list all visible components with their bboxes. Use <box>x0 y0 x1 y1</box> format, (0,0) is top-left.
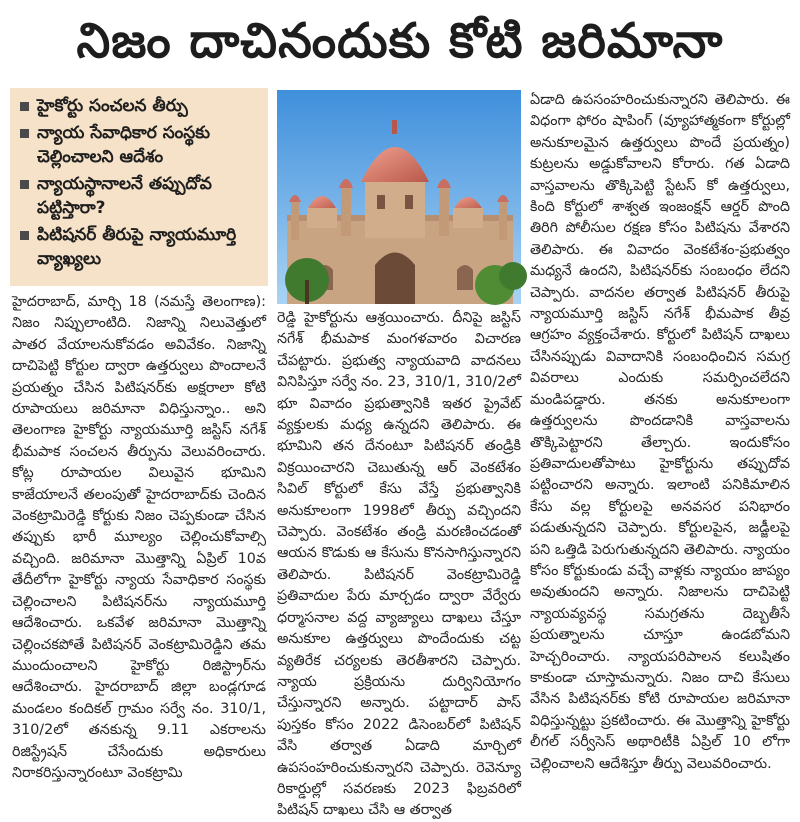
square-bullet-icon <box>20 129 29 138</box>
article-paragraph: హైదరాబాద్, మార్చి 18 (నమస్తే తెలంగాణ): నిజం నిప్పులాంటిది. నిజాన్ని నిలువెత్తులో పాతర వేయాలనుకోవడం అవివేకం. నిజాన్ని దాచిపెట్టి కోర్టుల ద్వారా ఉత్తర్వులు పొందాలనే ప్రయత్నం చేసిన పిటిషనర్‌కు అక్షరాలా కోటి రూపాయలు జరిమానా విధిస్తున్నాం.. అని తెలంగాణ హైకోర్టు న్యాయమూర్తి జస్టిస్ నగేశ్ భీమపాక సంచలన తీర్పును వెలువరించారు. కోట్ల రూపాయల విలువైన భూమిని కాజేయాలనే తలంపుతో హైదరాబాద్‌కు చెందిన వెంకట్రామిరెడ్డి కోర్టుకు నిజం చెప్పకుండా చేసిన తప్పుకు భారీ మూల్యం చెల్లించుకోవాల్సి వచ్చింది. జరిమానా మొత్తాన్ని ఏప్రిల్ 10వ తేదీలోగా హైకోర్టు న్యాయ సేవాధికార సంస్థకు చెల్లించాలని పిటిషనర్‌ను న్యాయమూర్తి ఆదేశించారు. ఒకవేళ జరిమానా మొత్తాన్ని చెల్లించకపోతే పిటిషనర్ వెంకట్రామిరెడ్డిని తమ ముందుంచాలని హైకోర్టు రిజిస్ట్రార్‌ను ఆదేశించారు. హైదరాబాద్ జిల్లా బండ్లగూడ మండలం కందికల్ గ్రామం సర్వే నం. 310/1, 310/2లో తనకున్న 9.11 ఎకరాలను రిజిస్ట్రేషన్ చేసేందుకు అధికారులు నిరాకరిస్తున్నారంటూ వెంకట్రామి <box>12 294 266 781</box>
square-bullet-icon <box>20 180 29 189</box>
headline: నిజం దాచినందుకు కోటి జరిమానా <box>76 13 724 69</box>
article-column-1 <box>12 292 266 808</box>
highlight-text: న్యాయస్థానాలనే తప్పుదోవ పట్టిస్తారా? <box>37 174 212 218</box>
highlight-item <box>20 172 260 220</box>
highlight-item <box>20 121 260 169</box>
highlight-item <box>20 94 260 118</box>
square-bullet-icon <box>20 231 29 240</box>
article-paragraph: ఏడాది ఉపసంహరించుకున్నారని తెలిపారు. ఈ విధంగా ఫోరం షాపింగ్ (వ్యూహాత్మకంగా కోర్టుల్లో అనుకూలమైన ఉత్తర్వులు పొందే ప్రయత్నం) కుట్రలను అడ్డుకోవాలని కోరారు. గత ఏడాది వాస్తవాలను తొక్కిపెట్టి స్టేటస్ కో ఉత్తర్వులు, కింది కోర్టులో శాశ్వత ఇంజంక్షన్ ఆర్డర్ పొంది తిరిగి పోలీసుల రక్షణ కోసం పిటిషను వేశారని తెలిపారు. ఈ వివాదం వెంకటేశం-ప్రభుత్వం మధ్యనే ఉందని, పిటిషనర్‌కు సంబంధం లేదని చెప్పారు. వాదనల తర్వాత పిటిషనర్ తీరుపై న్యాయమూర్తి జస్టిస్ నగేశ్ భీమపాక తీవ్ర ఆగ్రహం వ్యక్తంచేశారు. కోర్టులో పిటిషన్ దాఖలు చేసినప్పుడు వివాదానికి సంబంధించిన సమగ్ర వివరాలు ఎందుకు సమర్పించలేదని మండిపడ్డారు. తనకు అనుకూలంగా ఉత్తర్వులను పొందడానికి వాస్తవాలను తొక్కిపెట్టారని తేల్చారు. ఇందుకోసం ప్రతివాదులతోపాటు హైకోర్టును తప్పుదోవ పట్టించారని అన్నారు. ఇలాంటి పనికిమాలిన కేసు వల్ల కోర్టులపై అనవసర పనిభారం పడుతున్నదని చెప్పారు. కోర్టులపైన, జడ్జీలపై పని ఒత్తిడి పెరుగుతున్నదని తెలిపారు. న్యాయం కోసం కోర్టుకుండు వచ్చే వాళ్లకు న్యాయం జాప్యం అవుతుందని అన్నారు. నిజాలను దాచిపెట్టి న్యాయవ్యవస్థ సమగ్రతను దెబ్బతీసే ప్రయత్నాలను చూస్తూ ఉండబోమని హెచ్చరించారు. న్యాయపరిపాలన కలుషితం కాకుండా చూస్తామన్నారు. నిజం దాచి కేసులు వేసిన పిటిషనర్‌కు కోటి రూపాయల జరిమానా విధిస్తున్నట్టు ప్రకటించారు. ఈ మొత్తాన్ని హైకోర్టు లీగల్ సర్వీసెస్ అథారిటీకి ఏప్రిల్ 10 లోగా చెల్లించాలని ఆదేశిస్తూ తీర్పు వెలువరించారు. <box>530 92 790 772</box>
article-column-2 <box>277 308 521 819</box>
highlight-text: న్యాయ సేవాధికార సంస్థకు చెల్లించాలని ఆదేశం <box>37 123 210 167</box>
highlights-box <box>10 88 268 286</box>
square-bullet-icon <box>20 102 29 111</box>
highlight-text: హైకోర్టు సంచలన తీర్పు <box>37 96 188 116</box>
article-paragraph: రెడ్డి హైకోర్టును ఆశ్రయించారు. దీనిపై జస్టిస్ నగేశ్ భీమపాక మంగళవారం విచారణ చేపట్టారు. ప్రభుత్వ న్యాయవాది వాదనలు వినిపిస్తూ సర్వే నం. 23, 310/1, 310/2లో భూ వివాదం ప్రభుత్వానికి ఇతర ప్రైవేట్ వ్యక్తులకు మధ్య ఉన్నదని తెలిపారు. ఈ భూమిని తన దేనంటూ పిటిషనర్ తండ్రికి విక్రయించారని చెబుతున్న ఆర్ వెంకటేశం సివిల్ కోర్టులో కేసు వేస్తే ప్రభుత్వానికి అనుకూలంగా 1998లో తీర్పు వచ్చిందని చెప్పారు. వెంకటేశం తండ్రి మరణించడంతో ఆయన కొడుకు ఆ కేసును కొనసాగిస్తున్నారని తెలిపారు. పిటిషనర్ వెంకట్రామిరెడ్డి ప్రతివాదుల పేరు మార్చడం ద్వారా వేర్వేరు ధర్మాసనాల వద్ద వ్యాజ్యాలు దాఖలు చేస్తూ అనుకూల ఉత్తర్వులు పొందేందుకు చట్ట వ్యతిరేక చర్యలకు తెరతీశారని చెప్పారు. న్యాయ ప్రక్రియను దుర్వినియోగం చేస్తున్నారని అన్నారు. పట్టాదార్ పాస్ పుస్తకం కోసం 2022 డిసెంబర్‌లో పిటిషన్ వేసి తర్వాత ఏడాది మార్చిలో ఉపసంహరించుకున్నారని చెప్పారు. రెవెన్యూ రికార్డుల్లో సవరణకు 2023 ఫిబ్రవరిలో పిటిషన్ దాఖలు చేసి ఆ తర్వాత <box>277 310 521 819</box>
article-column-3 <box>530 90 790 808</box>
highlight-text: పిటిషనర్ తీరుపై న్యాయమూర్తి వ్యాఖ్యలు <box>37 225 237 269</box>
highlight-item <box>20 223 260 271</box>
high-court-building-photo <box>277 90 521 304</box>
